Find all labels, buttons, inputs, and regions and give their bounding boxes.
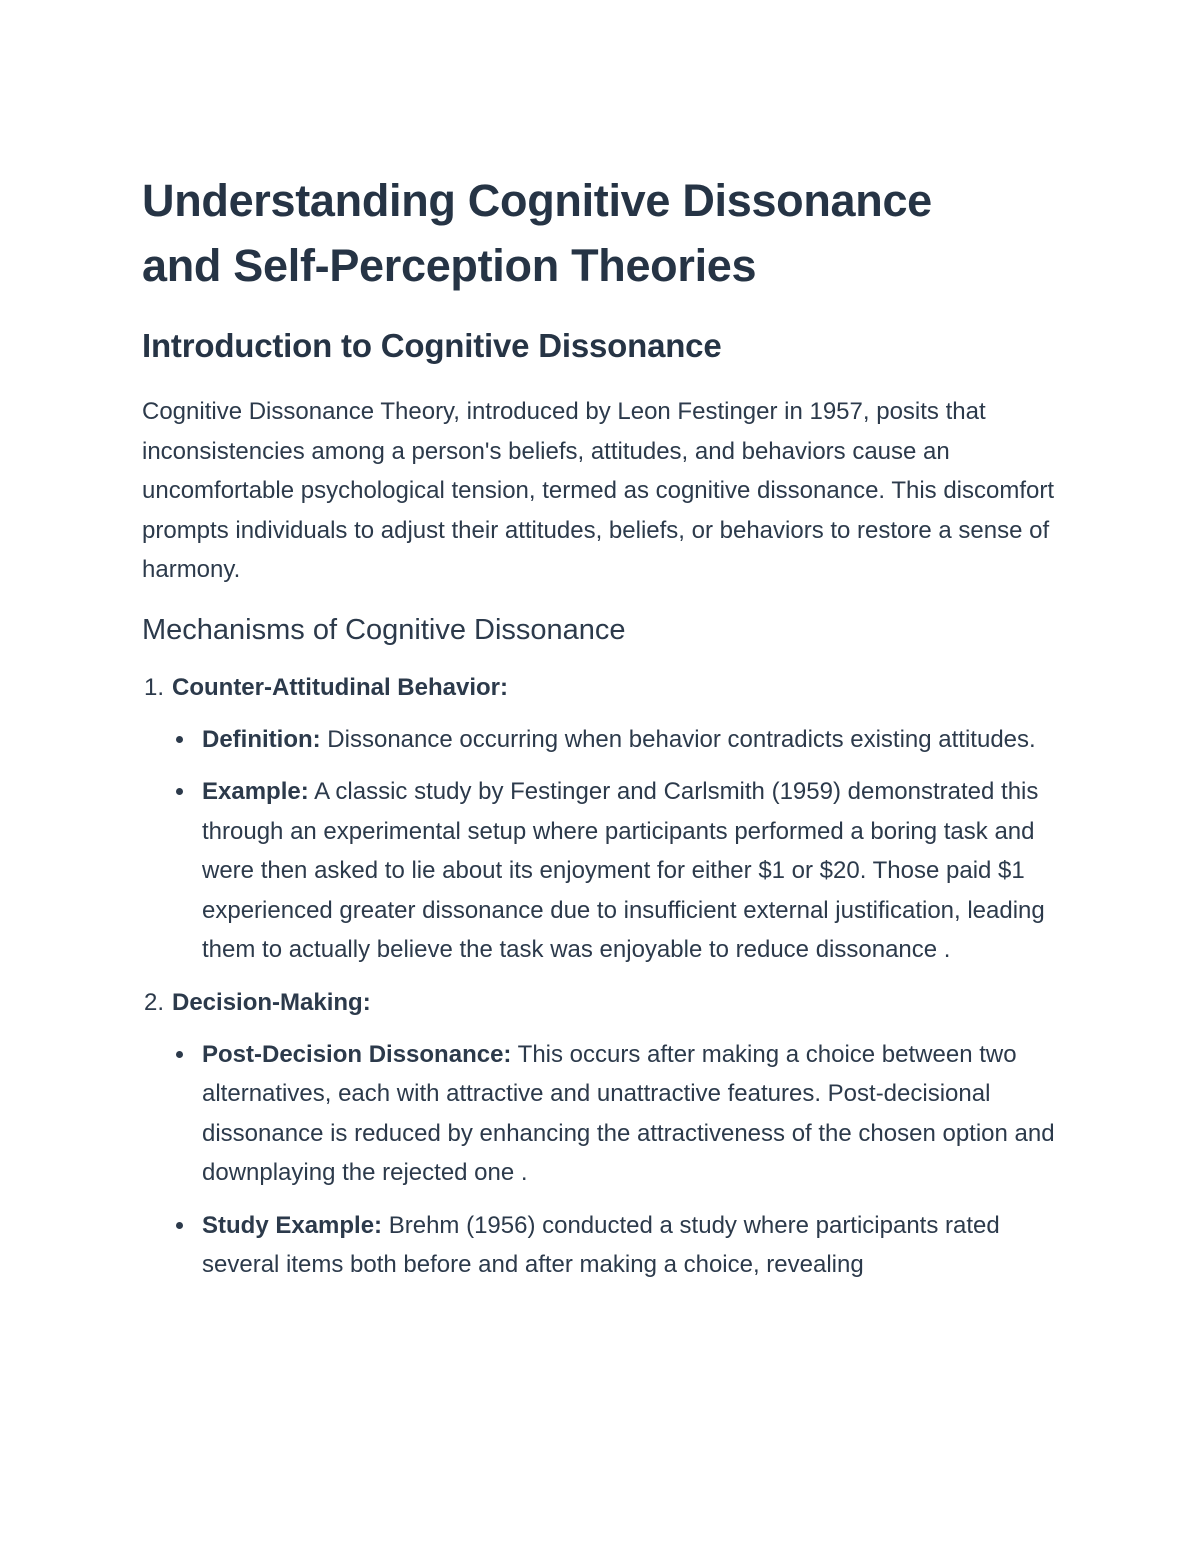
document-title-line-2: and Self-Perception Theories xyxy=(142,240,757,291)
mechanism-number: 2. xyxy=(144,988,165,1016)
bullet-icon xyxy=(176,736,183,743)
detail-text: A classic study by Festinger and Carlsmith (1959) demonstrated this through an experimental setup where participants performed a boring task and were then asked to lie about its enjoyment for either $1 or $20. Those paid $1 experienced greater dissonance due to insufficient external justification, leading them to actually believe the task was enjoyable to reduce dissonance . xyxy=(202,778,1045,963)
detail-text: Dissonance occurring when behavior contradicts existing attitudes. xyxy=(320,725,1036,753)
mechanism-heading: Counter-Attitudinal Behavior: xyxy=(172,673,508,701)
bullet-icon xyxy=(176,1222,183,1229)
detail-text: This occurs after making a choice between two alternatives, each with attractive and unattractive features. Post-decisional dissonance is reduced by enhancing the attractiveness of the chosen option and downplaying the rejected one . xyxy=(202,1040,1055,1186)
intro-paragraph: Cognitive Dissonance Theory, introduced by Leon Festinger in 1957, posits that inconsistencies among a person's beliefs, attitudes, and behaviors cause an uncomfortable psychological tension, termed as cognitive dissonance. This discomfort prompts individuals to adjust their attitudes, beliefs, or behaviors to restore a sense of harmony. xyxy=(142,398,1055,583)
detail-term: Study Example: xyxy=(202,1211,383,1239)
mechanism-heading: Decision-Making: xyxy=(172,988,371,1016)
bullet-icon xyxy=(176,1051,183,1058)
detail-list xyxy=(172,1035,1062,1285)
detail-term: Post-Decision Dissonance: xyxy=(202,1040,512,1068)
detail-item xyxy=(172,1206,1062,1285)
mechanism-item xyxy=(142,983,1062,1285)
document-title xyxy=(142,168,1062,298)
document-title-line-1: Understanding Cognitive Dissonance xyxy=(142,175,932,226)
mechanism-number: 1. xyxy=(144,673,165,701)
detail-item xyxy=(172,720,1062,760)
document-page xyxy=(142,168,1062,1298)
bullet-icon xyxy=(176,788,183,795)
detail-term: Example: xyxy=(202,778,309,805)
detail-text: Brehm (1956) conducted a study where participants rated several items both before and after making a choice, revealing xyxy=(202,1211,1000,1278)
detail-item xyxy=(172,772,1062,970)
detail-list xyxy=(172,720,1062,970)
subsection-heading: Mechanisms of Cognitive Dissonance xyxy=(142,613,626,646)
detail-term: Definition: xyxy=(202,725,321,753)
detail-item xyxy=(172,1035,1062,1193)
mechanisms-list xyxy=(142,668,1062,1285)
section-heading: Introduction to Cognitive Dissonance xyxy=(142,327,722,364)
mechanism-item xyxy=(142,668,1062,970)
